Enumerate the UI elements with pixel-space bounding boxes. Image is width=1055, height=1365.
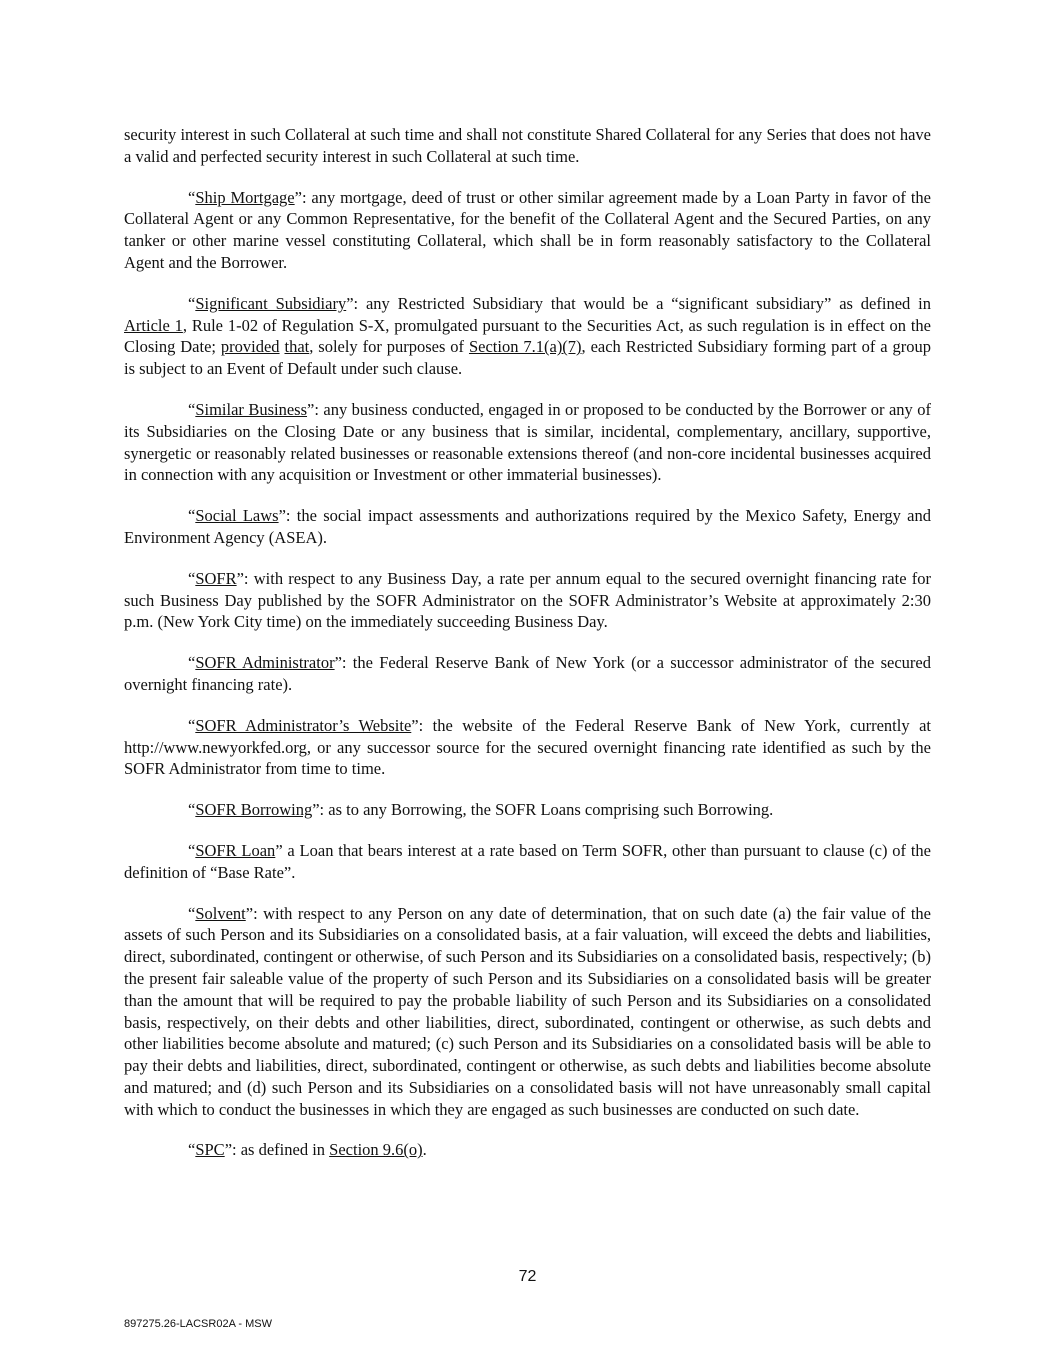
defined-term: SOFR Administrator bbox=[195, 653, 335, 673]
defined-term: SOFR bbox=[195, 568, 237, 588]
paragraph-text: ”: any business conducted, engaged in or proposed to be conducted by the Borrower or any of its Subsidiaries on the Closing Date or any business that is similar, incidental, complementary, ancillary, supportive, synergetic or reasonably related businesses or reasonable extensions thereof (and non-core incidental businesses acquired in connection with any acquisition or Investment or other immaterial businesses). bbox=[124, 399, 931, 485]
paragraph-text: ”: as to any Borrowing, the SOFR Loans comprising such Borrowing. bbox=[312, 800, 774, 820]
document-page bbox=[124, 124, 931, 1180]
paragraph-text: ”: the website of the Federal Reserve Bank of New York, currently at http://www.newyorkfed.org, or any successor source for the secured overnight financing rate identified as such by the SOFR Administrator from time to time. bbox=[124, 715, 931, 779]
paragraph-text: “ bbox=[188, 903, 196, 923]
definition-sofr bbox=[124, 568, 931, 633]
paragraph-text: “ bbox=[188, 293, 196, 313]
paragraph-text: , each Restricted Subsidiary forming part of a group is subject to an Event of Default under such clause. bbox=[124, 337, 932, 379]
paragraph-text: “ bbox=[188, 506, 196, 526]
paragraph-text: , solely for purposes of bbox=[309, 337, 469, 357]
defined-term: Ship Mortgage bbox=[195, 187, 295, 207]
definition-social-laws bbox=[124, 505, 931, 549]
defined-term: Article 1 bbox=[124, 315, 183, 335]
paragraph-text: ”: any mortgage, deed of trust or other similar agreement made by a Loan Party in favor of the Collateral Agent or any Common Representative, for the benefit of the Collateral Agent and the Secured Parties, on any tanker or other marine vessel constituting Collateral, which shall be in form reasonably satisfactory to the Collateral Agent and the Borrower. bbox=[124, 187, 931, 272]
definition-sofr-administrators-website bbox=[124, 715, 931, 780]
defined-term: Social Laws bbox=[195, 506, 279, 526]
definition-sofr-administrator bbox=[124, 652, 931, 696]
definition-sofr-borrowing bbox=[124, 799, 931, 821]
paragraph-text: “ bbox=[188, 399, 196, 419]
definition-solvent bbox=[124, 903, 931, 1121]
paragraph-text: “ bbox=[188, 187, 196, 207]
paragraph-text: ”: the Federal Reserve Bank of New York (or a successor administrator of the secured overnight financing rate). bbox=[124, 653, 931, 694]
defined-term: SOFR Administrator’s Website bbox=[195, 715, 412, 735]
page-number: 72 bbox=[518, 1268, 537, 1285]
paragraph-text: ”: with respect to any Business Day, a rate per annum equal to the secured overnight financing rate for such Business Day published by the SOFR Administrator on the SOFR Administrator’s Website at approximately 2:30 p.m. (New York City time) on the immediately succeeding Business Day. bbox=[124, 568, 931, 632]
paragraph-text: ”: any Restricted Subsidiary that would be a “significant subsidiary” as defined in bbox=[346, 293, 931, 313]
definition-ship-mortgage bbox=[124, 187, 931, 274]
defined-term: Significant Subsidiary bbox=[195, 293, 347, 313]
defined-term: SOFR Borrowing bbox=[195, 800, 313, 820]
paragraph-text: ”: with respect to any Person on any date of determination, that on such date (a) the fair value of the assets of such Person and its Subsidiaries on a consolidated basis, at a fair valuation, will exceed the debts and liabilities, direct, subordinated, contingent or otherwise, of such Person and its Subsidiaries on a consolidated basis, respectively; (b) the present fair saleable value of the property of such Person and its Subsidiaries on a consolidated basis will be greater than the amount that will be required to pay the probable liability of such Person and its Subsidiaries on a consolidated basis, respectively, on their debts and other liabilities, direct, subordinated, contingent or otherwise, as such debts and other liabilities become absolute and matured; (c) such Person and its Subsidiaries on a consolidated basis will be able to pay their debts and liabilities, direct, subordinated, contingent or otherwise, as such debts and liabilities become absolute and matured; and (d) such Person and its Subsidiaries on a consolidated basis will not have unreasonably small capital with which to conduct the businesses in which they are engaged as such businesses are conducted on such date. bbox=[124, 903, 931, 1119]
paragraph-text: “ bbox=[188, 653, 196, 673]
defined-term: Section 7.1(a)(7) bbox=[468, 337, 582, 357]
paragraph-text: . bbox=[422, 1140, 427, 1160]
definition-spc bbox=[124, 1139, 931, 1161]
paragraph-text: “ bbox=[188, 840, 196, 860]
paragraph-text: ”: the social impact assessments and authorizations required by the Mexico Safety, Energy and Environment Agency (ASEA). bbox=[124, 506, 932, 547]
paragraph-text: ” a Loan that bears interest at a rate based on Term SOFR, other than pursuant to clause (c) of the definition of “Base Rate”. bbox=[124, 840, 931, 882]
paragraph-continuation bbox=[124, 124, 931, 168]
paragraph-text: , Rule 1-02 of Regulation S-X, promulgated pursuant to the Securities Act, as such regulation is in effect on the Closing Date; bbox=[124, 315, 931, 357]
defined-term: provided bbox=[220, 337, 280, 357]
defined-term: Solvent bbox=[195, 903, 246, 923]
definition-similar-business bbox=[124, 399, 931, 486]
defined-term: SOFR Loan bbox=[195, 840, 276, 860]
paragraph-text: ”: as defined in bbox=[224, 1140, 330, 1160]
document-id: 897275.26-LACSR02A - MSW bbox=[124, 1318, 272, 1330]
paragraph-text: security interest in such Collateral at such time and shall not constitute Shared Collateral for any Series that does not have a valid and perfected security interest in such Collateral at such time. bbox=[124, 125, 931, 166]
paragraph-text: “ bbox=[188, 800, 196, 820]
defined-term: that bbox=[284, 337, 310, 357]
paragraph-text: “ bbox=[188, 715, 196, 735]
defined-term: Section 9.6(o) bbox=[329, 1140, 423, 1160]
defined-term: SPC bbox=[195, 1140, 225, 1160]
paragraph-text: “ bbox=[188, 1140, 196, 1160]
defined-term: Similar Business bbox=[195, 399, 308, 419]
definition-significant-subsidiary bbox=[124, 293, 931, 380]
paragraph-text: “ bbox=[188, 568, 196, 588]
definition-sofr-loan bbox=[124, 840, 931, 884]
